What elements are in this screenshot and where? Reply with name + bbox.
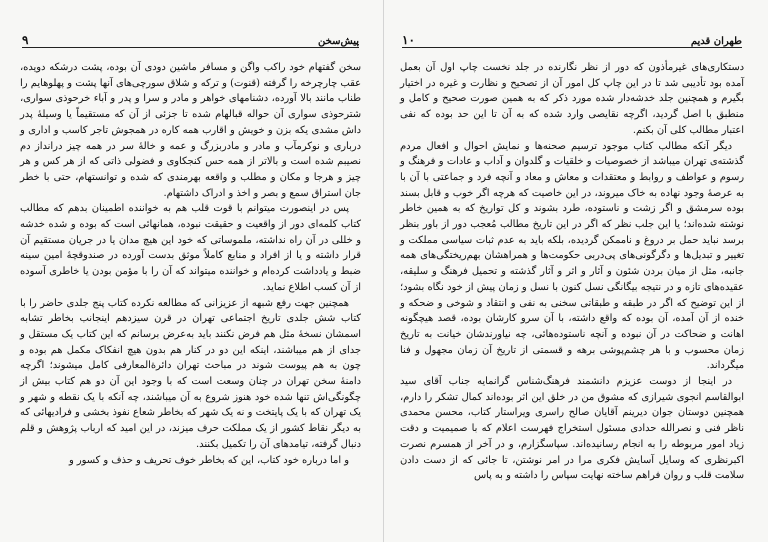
left-page-body [20,60,361,536]
right-running-title: طهران قدیم [690,36,742,47]
right-page [384,0,768,542]
left-paragraph-2: پس در اینصورت میتوانم با قوت قلب هم به خواننده اطمینان بدهم که مطالب کتاب کلمه‌ای دور از واقعیت و حقیقت نبوده، همانهائی است که بوده و شده خدشه و خللی در آن راه نداشته، ملموساتی که خود این هیچ مدان یا در جریان مستقیم آن قرار داشته و یا از افراد و منابع کاملاً موثق بدست آورده در صندوقچهٔ امین سینه ضبط و یادداشت کرده‌ام و خواننده میتواند که آن را با مؤمن بودن یا خاطری آسوده از آن کسب اطلاع نماید. [20,203,361,293]
right-page-number: ۱۰ [402,33,415,47]
right-paragraph-1: دستکاری‌های غیرمأذون که دور از نظر نگارنده در جلد نخست چاپ اول آن بعمل آمده بود تأدیبی شد تا در این چاپ کل امور آن از تصحیح و نظارت و غیره در اختیار بگیرم و همچنین جلد خدشه‌دار شده مورد ذکر که به همین صورت صحیح و کامل و منطبق با اصل گردید، اگرچه نقایصی وارد شده که به آن تا این حد بوده که نفی اعتبار مطالب کلی آن بکنم. [400,62,744,136]
right-page-header [402,30,742,48]
left-page-header [22,30,359,48]
left-paragraph-3: همچنین جهت رفع شبهه از عزیزانی که مطالعه نکرده کتاب پنج جلدی حاضر را با کتاب شش جلدی تاریخ اجتماعی تهران در قرن سیزدهم اینجانب بخاطر تشابه اسمشان نسخهٔ مثل هم فرض نکنند باید به‌عرض برسانم که این کتاب یک مستقل و جدای از هم میباشند، اینکه این دو در کنار هم بدون هیچ انفکاک مکمل هم بوده و چون به هم پیوست شوند در مباحث تهران دائرةالمعارفی کامل میشوند؛ اگرچه دامنهٔ سخن تهران در چنان وسعت است که با وجود این آن دو هم کتاب بیش از چگونگی‌اش تنها شده خود هنوز شروع به آن میباشند، چه آنکه با یک نقطه و شهر و یک تهران که با یک پایتخت و نه یک شهر که بخاطر شعاع نفوذ بخشی و فرادیهائی که به دیگر نقاط کشور از یک مملکت حرف میزند، در این امید که ارباب پژوهش و قلم دنبال گرفته، تیامدهای آن را تکمیل بکنند. [20,297,361,450]
right-page-body [400,60,744,536]
right-paragraph-3: در اینجا از دوست عزیزم دانشمند فرهنگ‌شناس گرانمایه جناب آقای سید ابوالقاسم انجوی شیرازی که مشوق من در خلق این اثر بوده‌اند کمال تشکر را دارم، همچنین دوستان جوان دیرینم آقایان صالح راسری ویراستار کتاب، محسن محمدی ناظر فنی و نصرالله حدادی مسئول استخراج فهرست اعلام که با صمیمیت و دقت زیاد امور مربوطه را به انجام رسانیده‌اند. سپاسگزارم، و در آخر از همسرم نصرت اکبرنظری که وسایل آسایش فکری مرا در امر نوشتن، تا جائی که از دست دادن سلامت قلب و روان فراهم ساخته نهایت سپاس را داشته و به پاس [400,376,744,482]
left-paragraph-4: و اما درباره خود کتاب، این که بخاطر خوف تحریف و حذف و کسور و [68,454,349,466]
left-running-title: پیش‌سخن [318,36,359,47]
right-paragraph-2: دیگر آنکه مطالب کتاب موجود ترسیم صحنه‌ها و نمایش احوال و افعال مردم گذشته‌ی تهران میباشد از خصوصیات و خلقیات و گلدوان و آداب و عادات و فرهنگ و رسوم و عواطف و روابط و معتقدات و معاش و معاد و آنچه فرد و جماعتی با آن با به عرصهٔ وجود نهاده به خاک میروند، در این خاصیت که هرچه اگر خوب و قابل بسند بوده سرمشق و اگر زشت و ناستوده، طرد بشوند و کل تواریخ که به همین خاطر نوشته شده‌اند؛ یا این جلب نظر که اگر در این تاریخ مطالب مُعجب دور از باور بنظر برسد نباید حمل بر دروغ و ناممکن گردیده، بلکه باید به عدم ثبات سیاسی مملکت و تغییر و تبدیل‌ها و دگرگونی‌های پی‌دربی حکومت‌ها و همراهشان بهم‌ریختگی‌های همه جانبه، مثل از میان بردن شئون و آثار و اثر و آثار گذشته و تحمیل فرهنگ و سلیقه، عقیده‌های تازه و در نتیجه بیگانگی نسل کنون با نسل و زمان پیش از خود نگاه بشود؛ از این توضیح که اگر در طبقه و طبقاتی سخنی به نفی و انتقاد و شوخی و ضحکه و خنده از آن آمده، آن بوده که واقع داشته، با آن سرو کارشان بوده، قصد هیچگونه اهانت و ضحاکت در آن نبوده و آنچه ناستوده‌هائی، چه نیاورندشان خیانت به تاریخ زمان محسوب و با هر چشم‌پوشی برهه و قسمتی از تاریخ آن زمان مجهول و فنا میگرداند. [400,140,744,372]
left-page-number: ۹ [22,33,29,47]
left-paragraph-1: سخن گفتهام خود راکب واگن و مسافر ماشین دودی آن بوده، پشت درشکه دویده، عقب چارچرخه را گرفته (قنوت) و ترکه و شلاق سورچی‌های آنها پشت و پهلوهایم را طناب مانند بالا آورده، دشنامهای خواهر و مادر و سرا و پدر و آباء خرحوذی سواری، شترحوذی سواری آن حواله قبالهام شده تا جزئی از آن که مستقیماً یا وسیلهٔ پدر داش مشدی یکه بزن و خویش و اقارب همه کاره در همجوش تاجر کاسب و اداری و درباری و نوکرمآب و مادر و مادربزرگ و عمه و خالهٔ سر در همه چیز درانداز دم نصیبم شده است و بالاتر از همه حس کنجکاوی و فضولی ذاتی که از هر کس و هر چیز و هرجا و مکان و مطلب و واقعه بهرمندی که شده و توانستهام، حتی با خطر جان استراق سمع و بصر و اخذ و ادراک داشتهام. [20,62,361,199]
